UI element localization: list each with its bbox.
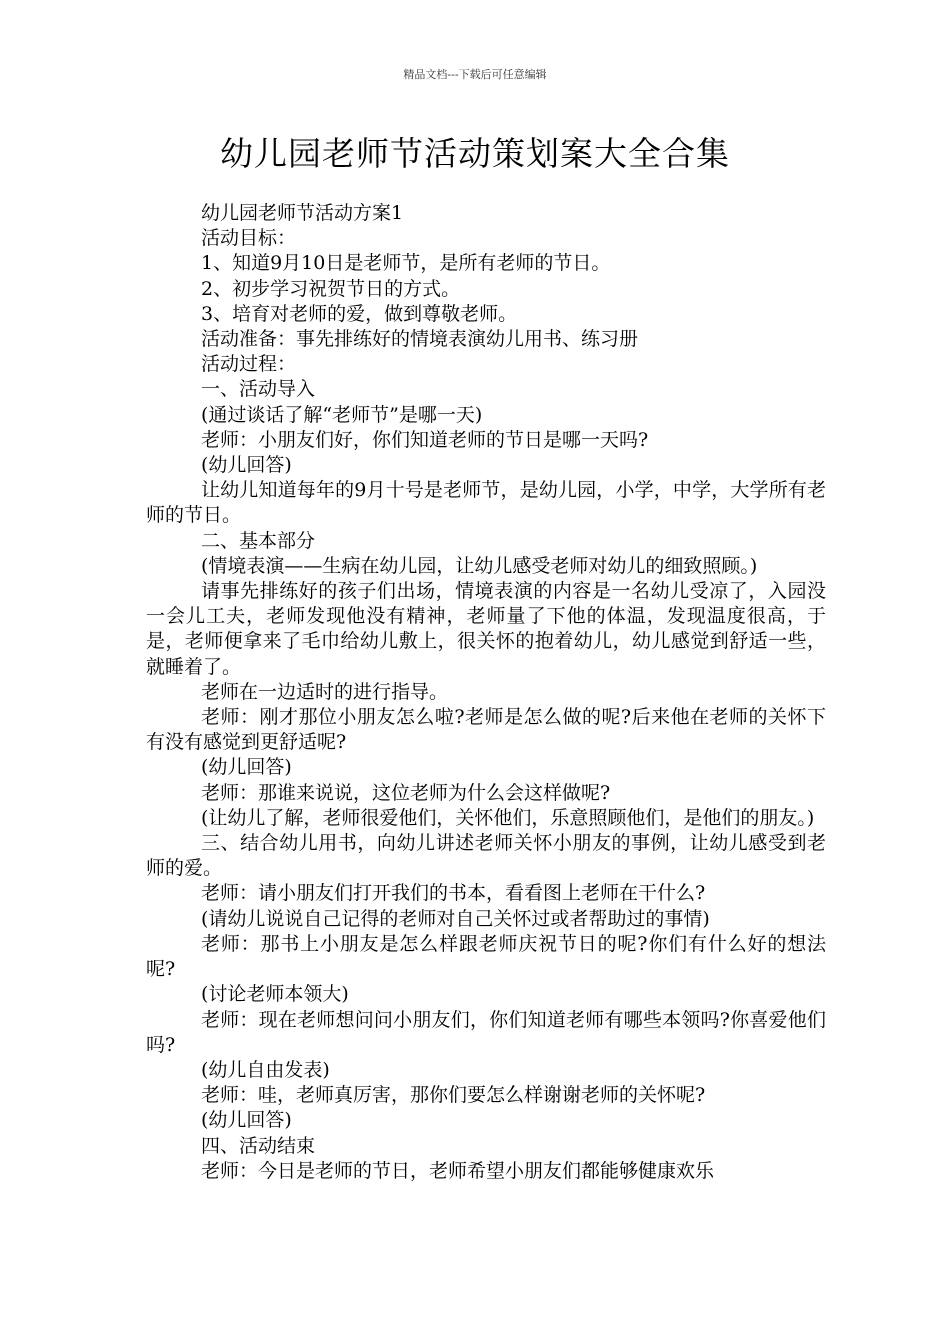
- paragraph: (让幼儿了解，老师很爱他们，关怀他们，乐意照顾他们，是他们的朋友。): [201, 806, 815, 829]
- paragraph: 老师：现在老师想问问小朋友们，你们知道老师有哪些本领吗?你喜爱他们吗?: [146, 1008, 826, 1056]
- paragraph: 老师：请小朋友们打开我们的书本，看看图上老师在干什么?: [201, 882, 706, 905]
- paragraph: 三、结合幼儿用书，向幼儿讲述老师关怀小朋友的事例，让幼儿感受到老师的爱。: [146, 832, 826, 880]
- paragraph: 二、基本部分: [201, 529, 316, 552]
- document-body: [146, 201, 826, 1184]
- paragraph: 老师在一边适时的进行指导。: [201, 680, 449, 703]
- paragraph: 老师：刚才那位小朋友怎么啦?老师是怎么做的呢?后来他在老师的关怀下有没有感觉到更舒适呢?: [146, 706, 826, 754]
- paragraph: 2、初步学习祝贺节日的方式。: [201, 277, 461, 300]
- paragraph: (幼儿自由发表): [201, 1058, 330, 1081]
- paragraph: 老师：那书上小朋友是怎么样跟老师庆祝节日的呢?你们有什么好的想法呢?: [146, 932, 826, 981]
- paragraph: 1、知道9月10日是老师节，是所有老师的节日。: [201, 252, 611, 275]
- paragraph: 老师：那谁来说说，这位老师为什么会这样做呢?: [201, 781, 611, 804]
- paragraph: 老师：小朋友们好，你们知道老师的节日是哪一天吗?: [201, 428, 649, 451]
- paragraph: (讨论老师本领大): [201, 983, 349, 1006]
- paragraph: 老师：今日是老师的节日，老师希望小朋友们都能够健康欢乐: [201, 1159, 715, 1182]
- paragraph: 活动过程：: [201, 353, 297, 376]
- header-note: 精品文档---下载后可任意编辑: [403, 68, 547, 81]
- paragraph: 请事先排练好的孩子们出场，情境表演的内容是一名幼儿受凉了，入园没一会儿工夫，老师发现他没有精神，老师量了下他的体温，发现温度很高，于是，老师便拿来了毛巾给幼儿敷上，很关怀的抱着幼儿，幼儿感觉到舒适一些，就睡着了。: [146, 580, 826, 678]
- paragraph: 四、活动结束: [201, 1134, 316, 1157]
- paragraph: 活动准备：事先排练好的情境表演幼儿用书、练习册: [201, 328, 639, 351]
- paragraph: 活动目标：: [201, 227, 297, 250]
- document-title: 幼儿园老师节活动策划案大全合集: [220, 134, 730, 173]
- paragraph: (幼儿回答): [201, 1109, 292, 1132]
- paragraph: 幼儿园老师节活动方案1: [201, 202, 404, 224]
- paragraph: (幼儿回答): [201, 756, 292, 779]
- paragraph: 一、活动导入: [201, 378, 316, 401]
- paragraph: 3、培育对老师的爱，做到尊敬老师。: [201, 302, 518, 325]
- paragraph: 让幼儿知道每年的9月十号是老师节，是幼儿园，小学，中学，大学所有老师的节日。: [146, 479, 826, 527]
- paragraph: (情境表演——生病在幼儿园，让幼儿感受老师对幼儿的细致照顾。): [201, 554, 758, 577]
- paragraph: (幼儿回答): [201, 454, 292, 477]
- paragraph: 老师：哇，老师真厉害，那你们要怎么样谢谢老师的关怀呢?: [201, 1084, 706, 1107]
- paragraph: (通过谈话了解“老师节”是哪一天): [201, 403, 483, 426]
- paragraph: (请幼儿说说自己记得的老师对自己关怀过或者帮助过的事情): [201, 907, 710, 930]
